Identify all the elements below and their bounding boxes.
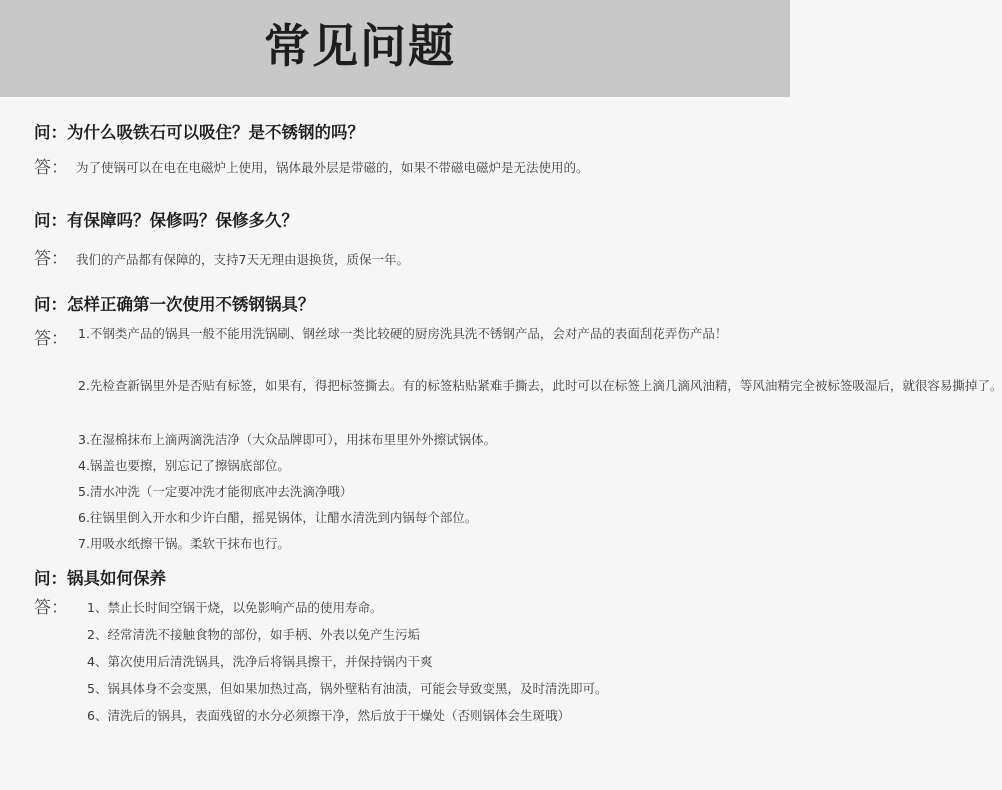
- faq-answer-1: 为了使锅可以在电在电磁炉上使用，锅体最外层是带磁的，如果不带磁电磁炉是无法使用的。: [76, 160, 589, 175]
- usage-step-4: 4.锅盖也要擦，别忘记了擦锅底部位。: [78, 458, 290, 473]
- usage-step-3: 3.在湿棉抹布上滴两滴洗洁净（大众品牌即可），用抹布里里外外擦试锅体。: [78, 432, 497, 447]
- care-tip-5: 6、清洗后的锅具，表面残留的水分必须擦干净，然后放于干燥处（否则锅体会生斑哦）: [87, 708, 570, 723]
- faq-answer-label-4: 答：: [34, 598, 68, 618]
- usage-step-6: 6.往锅里倒入开水和少许白醋，摇晃锅体，让醋水清洗到内锅每个部位。: [78, 510, 478, 525]
- care-tip-4: 5、锅具体身不会变黑，但如果加热过高，锅外壁粘有油渍，可能会导致变黑，及时清洗即可。: [87, 681, 608, 696]
- care-tip-1: 1、禁止长时间空锅干烧，以免影响产品的使用寿命。: [87, 600, 383, 615]
- faq-answer-label-2: 答：: [34, 249, 68, 269]
- header-banner: [0, 0, 790, 97]
- usage-step-7: 7.用吸水纸擦干锅。柔软干抹布也行。: [78, 536, 290, 551]
- usage-step-2: 2.先检查新锅里外是否贴有标签，如果有，得把标签撕去。有的标签粘贴紧难手撕去，此时可以在标签上滴几滴风油精，等风油精完全被标签吸湿后，就很容易撕掉了。: [78, 378, 1002, 393]
- faq-question-3: 问：怎样正确第一次使用不锈钢锅具？: [34, 295, 315, 314]
- care-tip-3: 4、第次使用后清洗锅具，洗净后将锅具擦干，并保持锅内干爽: [87, 654, 433, 669]
- usage-step-1: 1.不钢类产品的锅具一般不能用洗锅刷、钢丝球一类比较硬的厨房洗具洗不锈钢产品，会对产品的表面刮花弄伤产品！: [78, 326, 728, 341]
- usage-step-5: 5.清水冲洗（一定要冲洗才能彻底冲去洗滴净哦）: [78, 484, 353, 499]
- faq-answer-label-1: 答：: [34, 158, 68, 178]
- page-title: 常见问题: [264, 19, 456, 73]
- care-tip-2: 2、经常清洗不接触食物的部份，如手柄、外表以免产生污垢: [87, 627, 420, 642]
- faq-answer-label-3: 答：: [34, 329, 68, 349]
- faq-question-2: 问：有保障吗？保修吗？保修多久？: [34, 211, 298, 230]
- faq-question-4: 问：锅具如何保养: [34, 569, 166, 588]
- faq-answer-2: 我们的产品都有保障的，支持7天无理由退换货，质保一年。: [76, 252, 409, 267]
- faq-question-1: 问：为什么吸铁石可以吸住？是不锈钢的吗？: [34, 123, 364, 142]
